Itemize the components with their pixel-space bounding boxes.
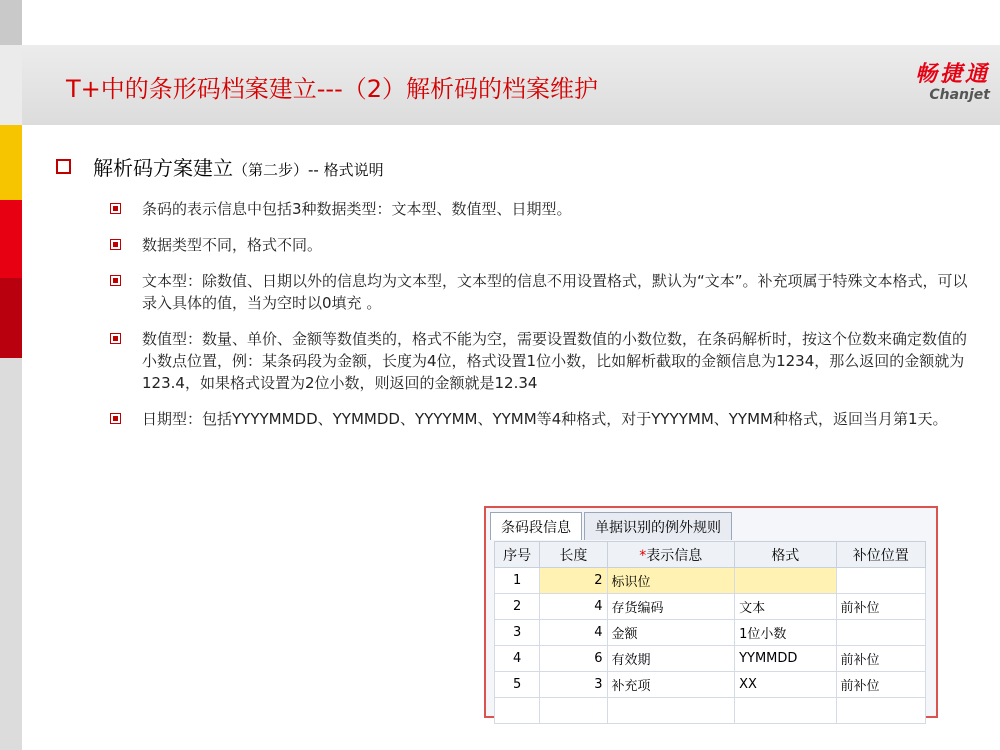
cell-info[interactable]: 存货编码 bbox=[607, 594, 735, 620]
slide-title: T+中的条形码档案建立---（2）解析码的档案维护 bbox=[66, 75, 599, 103]
cell-length[interactable]: 6 bbox=[540, 646, 607, 672]
cell-length[interactable]: 3 bbox=[540, 672, 607, 698]
column-header-text: 表示信息 bbox=[646, 547, 703, 564]
column-header: 格式 bbox=[735, 542, 836, 568]
cell-index: 3 bbox=[495, 620, 540, 646]
panel-tabs bbox=[490, 512, 734, 540]
required-mark: * bbox=[639, 547, 647, 564]
cell-empty bbox=[607, 698, 735, 724]
logo-chinese-text: 畅捷通 bbox=[914, 62, 990, 87]
tab-document-exception-rules[interactable]: 单据识别的例外规则 bbox=[584, 512, 732, 540]
cell-padding[interactable]: 前补位 bbox=[836, 672, 925, 698]
cell-length[interactable]: 4 bbox=[540, 594, 607, 620]
section-heading bbox=[56, 152, 384, 181]
list-item-text: 数据类型不同，格式不同。 bbox=[142, 236, 323, 254]
cell-info[interactable]: 金额 bbox=[607, 620, 735, 646]
column-header: 序号 bbox=[495, 542, 540, 568]
bullet-icon bbox=[110, 275, 121, 286]
cell-format[interactable]: YYMMDD bbox=[735, 646, 836, 672]
cell-format[interactable]: 1位小数 bbox=[735, 620, 836, 646]
bullet-icon bbox=[110, 239, 121, 250]
cell-index: 5 bbox=[495, 672, 540, 698]
cell-empty bbox=[495, 698, 540, 724]
list-item-text: 文本型：除数值、日期以外的信息均为文本型，文本型的信息不用设置格式，默认为“文本”。补充项属于特殊文本格式，可以录入具体的值，当为空时以0填充 。 bbox=[142, 272, 968, 312]
square-bullet-icon bbox=[56, 159, 71, 174]
list-item bbox=[110, 328, 975, 394]
cell-length[interactable]: 4 bbox=[540, 620, 607, 646]
list-item bbox=[110, 234, 975, 256]
list-item-text: 条码的表示信息中包括3种数据类型：文本型、数值型、日期型。 bbox=[142, 200, 572, 218]
strip-segment-red bbox=[0, 200, 22, 278]
cell-format[interactable]: 文本 bbox=[735, 594, 836, 620]
chanjet-logo bbox=[870, 63, 990, 103]
cell-info[interactable]: 标识位 bbox=[607, 568, 735, 594]
list-item-text: 日期型：包括YYYYMMDD、YYMMDD、YYYYMM、YYMM等4种格式，对于YYYYMM、YYMM种格式，返回当月第1天。 bbox=[142, 410, 948, 428]
table-header-row bbox=[495, 542, 926, 568]
cell-padding[interactable] bbox=[836, 568, 925, 594]
table-row[interactable] bbox=[495, 568, 926, 594]
cell-index: 4 bbox=[495, 646, 540, 672]
strip-segment bbox=[0, 0, 22, 45]
title-band bbox=[22, 45, 1000, 125]
cell-padding[interactable]: 前补位 bbox=[836, 646, 925, 672]
cell-index: 1 bbox=[495, 568, 540, 594]
strip-segment bbox=[0, 358, 22, 750]
section-heading-sub: （第二步）-- 格式说明 bbox=[233, 161, 384, 179]
list-item bbox=[110, 270, 975, 314]
cell-format[interactable]: XX bbox=[735, 672, 836, 698]
section-heading-text: 解析码方案建立 bbox=[93, 156, 233, 180]
cell-empty bbox=[735, 698, 836, 724]
bullet-icon bbox=[110, 333, 121, 344]
cell-padding[interactable]: 前补位 bbox=[836, 594, 925, 620]
table-row-empty[interactable] bbox=[495, 698, 926, 724]
cell-format[interactable] bbox=[735, 568, 836, 594]
barcode-settings-panel bbox=[484, 506, 938, 718]
bullet-list bbox=[110, 198, 975, 444]
bullet-icon bbox=[110, 203, 121, 214]
table-row[interactable] bbox=[495, 620, 926, 646]
list-item-text: 数值型：数量、单价、金额等数值类的，格式不能为空，需要设置数值的小数位数，在条码解析时，按这个位数来确定数值的小数点位置，例：某条码段为金额，长度为4位，格式设置1位小数，比如解析截取的金额信息为1234，那么返回的金额就为123.4，如果格式设置为2位小数，则返回的金额就是12.34 bbox=[142, 330, 968, 392]
strip-segment-darkred bbox=[0, 278, 22, 358]
cell-info[interactable]: 有效期 bbox=[607, 646, 735, 672]
list-item bbox=[110, 408, 975, 430]
left-color-strip bbox=[0, 0, 22, 750]
table-row[interactable] bbox=[495, 646, 926, 672]
cell-length[interactable]: 2 bbox=[540, 568, 607, 594]
list-item bbox=[110, 198, 975, 220]
cell-index: 2 bbox=[495, 594, 540, 620]
cell-info[interactable]: 补充项 bbox=[607, 672, 735, 698]
cell-empty bbox=[540, 698, 607, 724]
tab-barcode-segment-info[interactable]: 条码段信息 bbox=[490, 512, 582, 540]
cell-empty bbox=[836, 698, 925, 724]
logo-english-text: Chanjet bbox=[929, 87, 990, 103]
segment-table bbox=[494, 541, 926, 724]
column-header: 补位位置 bbox=[836, 542, 925, 568]
cell-padding[interactable] bbox=[836, 620, 925, 646]
column-header bbox=[607, 542, 735, 568]
table-row[interactable] bbox=[495, 594, 926, 620]
column-header: 长度 bbox=[540, 542, 607, 568]
strip-segment bbox=[0, 45, 22, 125]
bullet-icon bbox=[110, 413, 121, 424]
table-row[interactable] bbox=[495, 672, 926, 698]
strip-segment-yellow bbox=[0, 125, 22, 200]
